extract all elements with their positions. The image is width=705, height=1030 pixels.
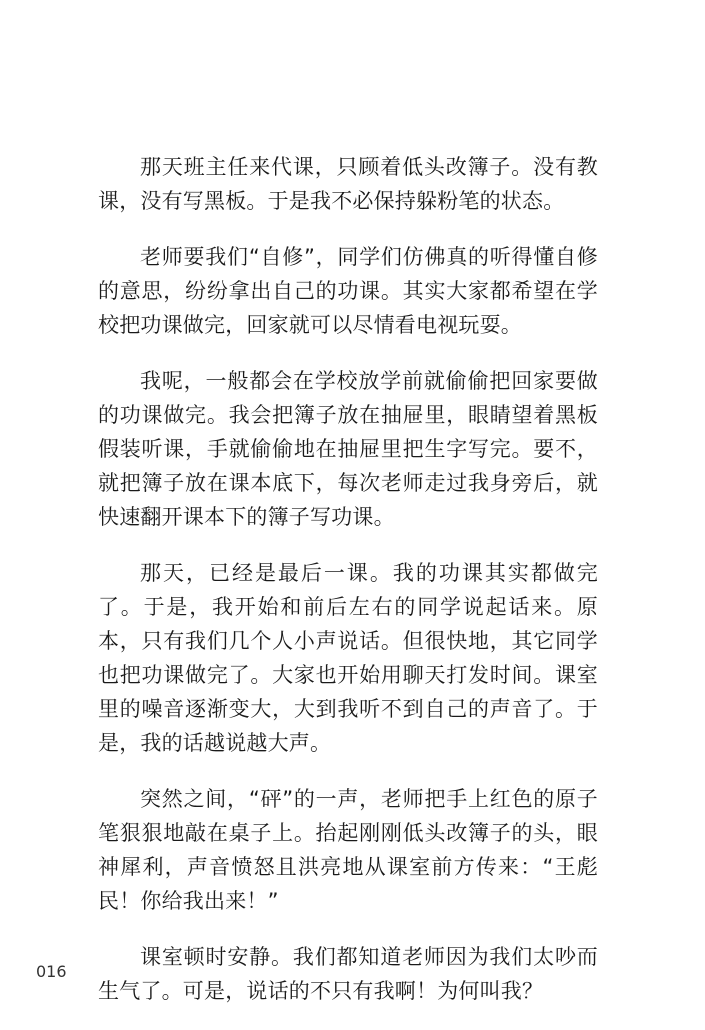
page-number: 016	[36, 962, 67, 981]
paragraph: 那天班主任来代课，只顾着低头改簿子。没有教课，没有写黑板。于是我不必保持躲粉笔的状态。	[98, 155, 598, 213]
body-text	[98, 150, 598, 1030]
paragraph: 我呢，一般都会在学校放学前就偷偷把回家要做的功课做完。我会把簿子放在抽屉里，眼睛望着黑板假装听课，手就偷偷地在抽屉里把生字写完。要不，就把簿子放在课本底下，每次老师走过我身旁后，就快速翻开课本下的簿子写功课。	[98, 369, 598, 529]
paragraph: 老师要我们“自修”，同学们仿佛真的听得懂自修的意思，纷纷拿出自己的功课。其实大家都希望在学校把功课做完，回家就可以尽情看电视玩耍。	[98, 245, 598, 337]
paragraph: 突然之间，“砰”的一声，老师把手上红色的原子笔狠狠地敲在桌子上。抬起刚刚低头改簿子的头，眼神犀利，声音愤怒且洪亮地从课室前方传来：“王彪民！你给我出来！”	[98, 787, 598, 913]
paragraph: 课室顿时安静。我们都知道老师因为我们太吵而生气了。可是，说话的不只有我啊！为何叫我？	[98, 945, 598, 1003]
paragraph: 那天，已经是最后一课。我的功课其实都做完了。于是，我开始和前后左右的同学说起话来。原本，只有我们几个人小声说话。但很快地，其它同学也把功课做完了。大家也开始用聊天打发时间。课室里的噪音逐渐变大，大到我听不到自己的声音了。于是，我的话越说越大声。	[98, 561, 598, 755]
